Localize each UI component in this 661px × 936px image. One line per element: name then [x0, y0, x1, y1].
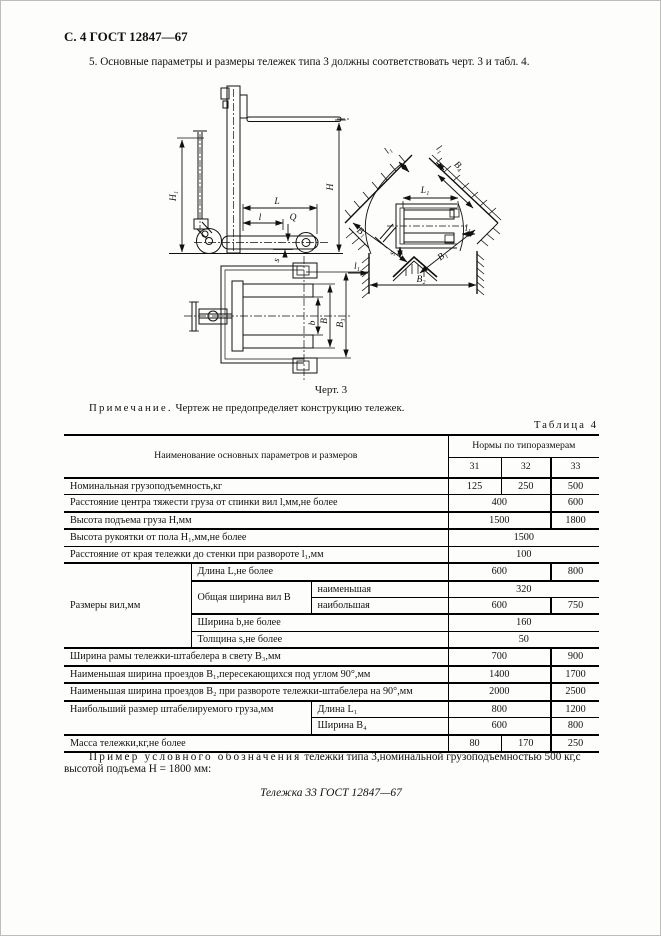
- param-sublabel: наибольшая: [311, 598, 448, 615]
- param-label: Номинальная грузоподъемность,кг: [64, 478, 448, 495]
- value-31-32: 700: [448, 648, 551, 665]
- value-31-32: 1400: [448, 666, 551, 683]
- dim-label-B3: B₃: [336, 318, 346, 328]
- value-33: 1800: [551, 512, 599, 529]
- value-32: 170: [501, 735, 551, 752]
- value-33: 500: [551, 478, 599, 495]
- value-31: 80: [448, 735, 501, 752]
- value-32: 250: [501, 478, 551, 495]
- param-label: Ширина b,не более: [191, 614, 448, 631]
- hatch-wall-br: [477, 254, 484, 295]
- param-label: Расстояние от края тележки до стенки при развороте l₁,мм: [64, 546, 448, 563]
- figure-note: [64, 402, 594, 414]
- value-33: 1700: [551, 666, 599, 683]
- param-label: Масса тележки,кг,не более: [64, 735, 448, 752]
- dimension-labels: [169, 144, 471, 328]
- table-row: [64, 648, 599, 665]
- value-33: 900: [551, 648, 599, 665]
- dim-label-B4: B₄: [451, 159, 466, 174]
- table-row: [64, 529, 599, 546]
- side-view: [169, 86, 351, 257]
- dim-label-L1: L₁: [420, 186, 430, 196]
- param-label: Общая ширина вил B: [191, 581, 311, 615]
- size-col-33: 33: [551, 457, 599, 477]
- param-sublabel: Длина L₁: [311, 701, 448, 718]
- value-all: 100: [448, 546, 599, 563]
- param-label: Толщина s,не более: [191, 631, 448, 648]
- dim-label-l1-bottomleft: l₁: [354, 262, 360, 272]
- table-row: [64, 512, 599, 529]
- value-31-32: 2000: [448, 683, 551, 700]
- table-row: [64, 735, 599, 752]
- hatch-wall-bl: [362, 257, 369, 298]
- figure-drawing: [1, 1, 661, 401]
- param-label: Высота рукоятки от пола H₁,мм,не более: [64, 529, 448, 546]
- figure-caption: Черт. 3: [314, 384, 348, 396]
- param-label: Длина L,не более: [191, 563, 448, 580]
- cargo-group-label: Наибольший размер штабелируемого груза,мм: [64, 701, 311, 735]
- param-label: Наименьшая ширина проездов B₁,пересекающихся под углом 90°,мм: [64, 666, 448, 683]
- dim-label-l1-topright: l₁: [433, 143, 446, 156]
- norms-header: Нормы по типоразмерам: [448, 435, 599, 457]
- dim-label-H1: H₁: [169, 190, 179, 202]
- table-row: [64, 666, 599, 683]
- paragraph-5: 5. Основные параметры и размеры тележек типа 3 должны соответствовать черт. 3 и табл. 4.: [89, 56, 530, 68]
- note-label: Примечание.: [89, 402, 173, 414]
- value-33: 750: [551, 598, 599, 615]
- value-33: 600: [551, 495, 599, 512]
- dim-label-L: L: [274, 197, 280, 207]
- value-31-32: 600: [448, 563, 551, 580]
- param-sublabel: Ширина B₄: [311, 718, 448, 735]
- page-header: С. 4 ГОСТ 12847—67: [64, 29, 188, 44]
- dim-label-l1-right: l₁: [465, 224, 471, 234]
- param-label: Расстояние центра тяжести груза от спинки вил l,мм,не более: [64, 495, 448, 512]
- forks-group-label: Размеры вил,мм: [64, 563, 191, 648]
- param-label: Ширина рамы тележки-штабелера в свету B₃,мм: [64, 648, 448, 665]
- value-all: 320: [448, 581, 599, 598]
- dim-label-B2: B₂: [416, 275, 426, 285]
- param-sublabel: наименьшая: [311, 581, 448, 598]
- value-all: 160: [448, 614, 599, 631]
- value-31-32: 1500: [448, 512, 551, 529]
- dim-label-B1-right: B₁: [436, 249, 450, 264]
- designation-example: [64, 751, 601, 775]
- example-text: тележки типа 3,номинальной грузоподъемностью 500 кг,с высотой подъема H = 1800 мм:: [64, 751, 581, 775]
- designation-value: Тележка 33 ГОСТ 12847—67: [260, 787, 402, 799]
- value-33: 2500: [551, 683, 599, 700]
- value-31-32: 600: [448, 598, 551, 615]
- parameters-table: [64, 434, 599, 753]
- dim-label-l: l: [258, 213, 262, 223]
- table-row: [64, 563, 599, 580]
- value-33: 250: [551, 735, 599, 752]
- size-col-32: 32: [501, 457, 551, 477]
- value-31: 125: [448, 478, 501, 495]
- table-row: [64, 478, 599, 495]
- value-all: 1500: [448, 529, 599, 546]
- size-col-31: 31: [448, 457, 501, 477]
- dim-label-Q: Q: [289, 213, 297, 223]
- value-31-32: 800: [448, 701, 551, 718]
- dim-label-B1-left: B₁: [354, 225, 368, 240]
- table-row: [64, 701, 599, 718]
- value-all: 50: [448, 631, 599, 648]
- example-label: Пример условного обозначения: [89, 751, 302, 763]
- value-33: 800: [551, 563, 599, 580]
- param-label: Высота подъема груза H,мм: [64, 512, 448, 529]
- value-31-32: 600: [448, 718, 551, 735]
- name-column-header: Наименование основных параметров и размеров: [64, 435, 448, 478]
- value-31-32: 400: [448, 495, 551, 512]
- dim-label-H: H: [326, 183, 336, 191]
- table-header-row: [64, 435, 599, 457]
- dim-label-s-aisle: s: [387, 250, 399, 257]
- value-33: 800: [551, 718, 599, 735]
- table-caption: Таблица 4: [533, 419, 598, 431]
- dim-label-b: b: [308, 320, 318, 326]
- dim-label-s-side: s: [271, 256, 283, 264]
- table-row: [64, 546, 599, 563]
- table-row: [64, 495, 599, 512]
- value-33: 1200: [551, 701, 599, 718]
- table-row: [64, 683, 599, 700]
- dim-label-l1-topleft: l₁: [382, 144, 395, 157]
- note-text: Чертеж не предопределяет конструкцию тележек.: [175, 402, 405, 414]
- dim-label-B: B: [320, 318, 330, 324]
- param-label: Наименьшая ширина проездов B₂ при развороте тележки-штабелера на 90°,мм: [64, 683, 448, 700]
